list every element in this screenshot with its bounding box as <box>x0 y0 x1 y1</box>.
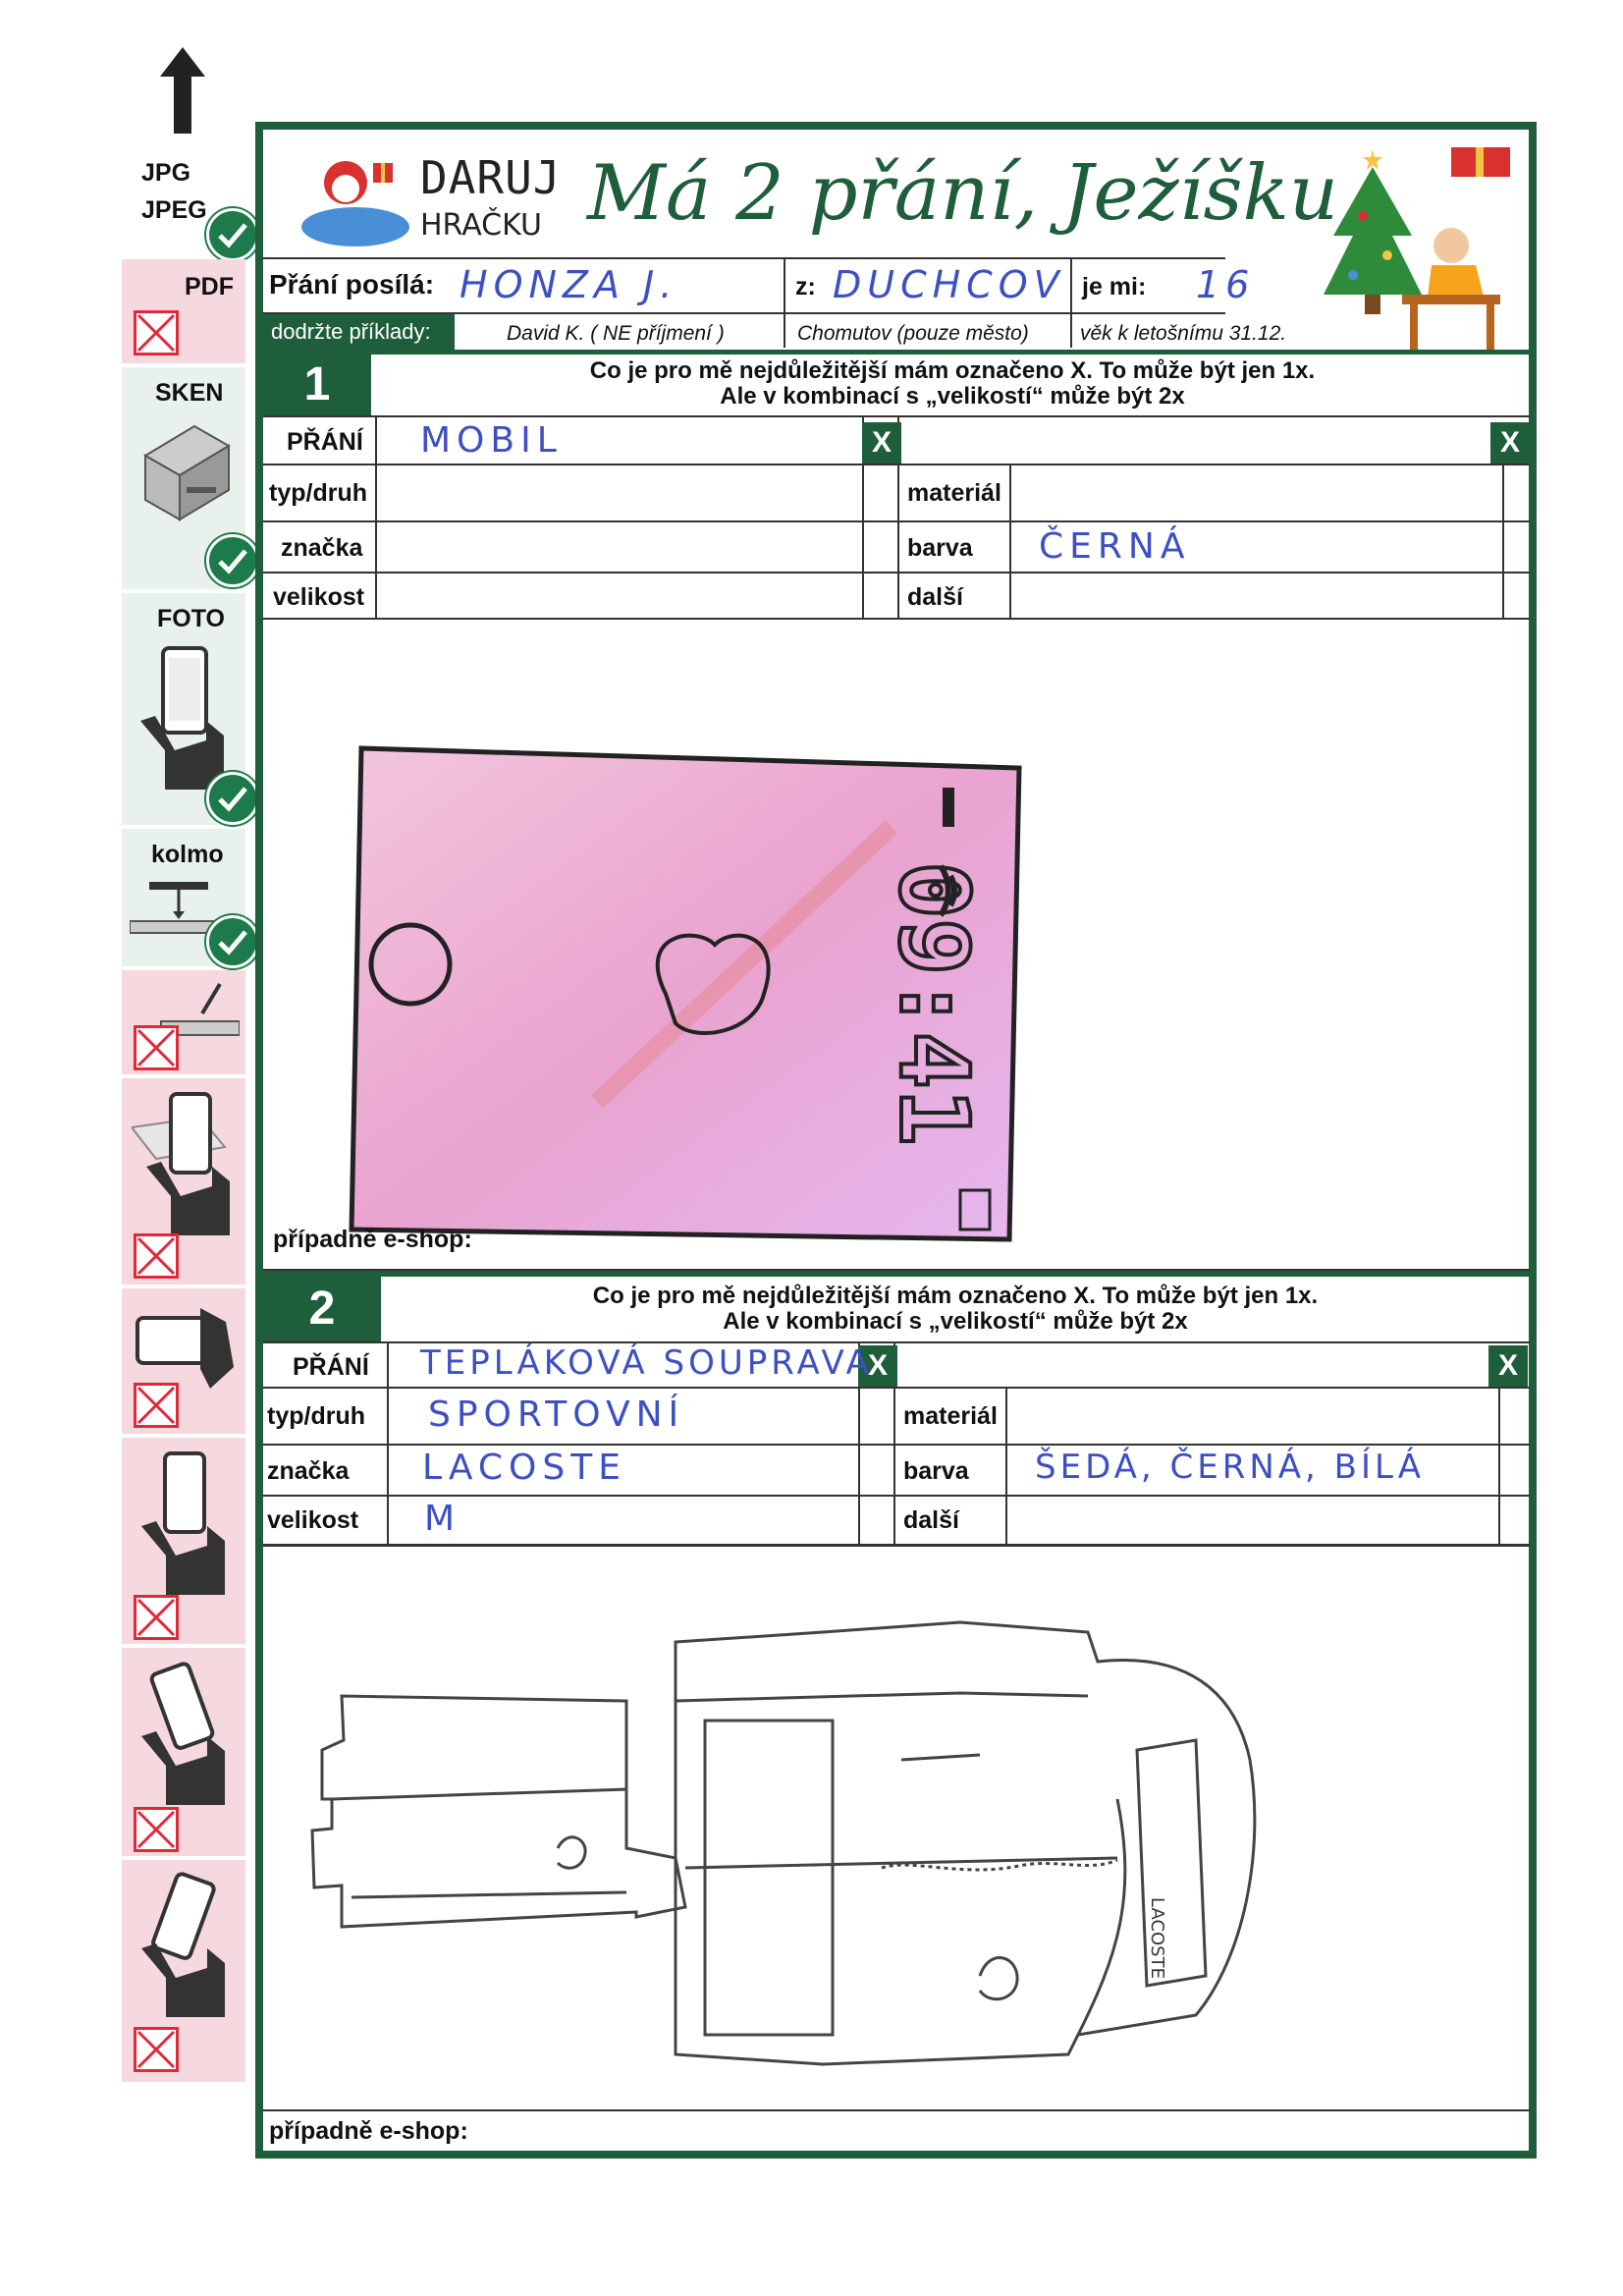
importance-x-mark[interactable]: X <box>1490 422 1530 464</box>
wish-note-line2: Ale v kombinací s „velikostí“ může být 2x <box>723 1308 1188 1335</box>
sidebar-pdf-block <box>122 259 245 363</box>
wish-label: PŘÁNÍ <box>287 428 363 456</box>
brand-label: značka <box>267 1457 350 1485</box>
perpendicular-label: kolmo <box>151 841 224 868</box>
cross-icon <box>134 1383 179 1428</box>
check-icon <box>206 915 259 968</box>
wish-label: PŘÁNÍ <box>293 1353 369 1381</box>
page-title: Má 2 přání, Ježíšku <box>587 149 1339 238</box>
importance-x-mark[interactable]: X <box>862 422 901 464</box>
phone-hand-icon <box>132 1088 240 1235</box>
examples-label: dodržte příklady: <box>271 319 431 344</box>
age-value[interactable]: 16 <box>1196 263 1256 306</box>
santa-logo-icon <box>297 143 414 251</box>
wish-form <box>255 122 1537 2159</box>
tilted-phone-hand-icon <box>132 1658 240 1805</box>
type-value[interactable]: SPORTOVNÍ <box>428 1394 685 1435</box>
landscape-phone-icon <box>132 1298 240 1396</box>
example-age: věk k letošnímu 31.12. <box>1080 322 1287 345</box>
cross-icon <box>134 1025 179 1070</box>
importance-x-mark[interactable]: X <box>1488 1345 1528 1387</box>
sender-value[interactable]: HONZA J. <box>460 263 678 306</box>
phone-hand-icon <box>135 642 234 790</box>
upload-arrow-icon <box>160 47 205 134</box>
sidebar-bad-photo-1 <box>122 1078 245 1285</box>
check-icon <box>206 772 259 825</box>
sidebar-photo-block <box>122 593 245 825</box>
jpeg-label: JPEG <box>141 196 207 224</box>
drawing-brand-tag: LACOSTE <box>1147 1897 1167 1979</box>
material-label: materiál <box>907 479 1001 507</box>
wish-value[interactable]: TEPLÁKOVÁ SOUPRAVA <box>420 1343 873 1383</box>
type-label: typ/druh <box>267 1402 365 1430</box>
photo-label: FOTO <box>157 605 225 632</box>
sidebar-bad-photo-5 <box>122 1860 245 2082</box>
wish-note-line1: Co je pro mě nejdůležitější mám označeno X. To může být jen 1x. <box>592 1283 1319 1309</box>
sidebar-bad-photo-4 <box>122 1648 245 1856</box>
check-icon <box>206 208 259 261</box>
logo-hracku: HRAČKU <box>420 208 542 243</box>
sidebar-bad-photo-2 <box>122 1288 245 1434</box>
tracksuit-drawing <box>273 1603 1520 2113</box>
color-value[interactable]: ŠEDÁ, ČERNÁ, BÍLÁ <box>1035 1448 1426 1487</box>
cross-icon <box>134 1807 179 1852</box>
scanner-icon <box>135 416 234 524</box>
cross-icon <box>134 310 179 355</box>
cross-icon <box>134 2027 179 2072</box>
phone-drawing <box>342 738 1186 1288</box>
check-icon <box>206 534 259 587</box>
from-value[interactable]: DUCHCOV <box>833 263 1065 306</box>
jpg-label: JPG <box>141 159 191 187</box>
cross-icon <box>134 1595 179 1640</box>
wish-value[interactable]: MOBIL <box>420 420 563 461</box>
type-label: typ/druh <box>269 479 367 507</box>
wish-note-line2: Ale v kombinací s „velikostí“ může být 2x <box>720 383 1185 410</box>
sidebar-jpg-block <box>122 147 245 255</box>
size-label: velikost <box>267 1506 359 1534</box>
from-label: z: <box>795 273 816 301</box>
color-label: barva <box>907 534 973 562</box>
sidebar-bad-angle-block <box>122 970 245 1074</box>
logo-daruj: DARUJ <box>420 151 562 204</box>
sidebar-perpendicular-block <box>122 829 245 966</box>
other-label: další <box>903 1506 959 1534</box>
pdf-label: PDF <box>185 273 234 301</box>
sidebar-scan-block <box>122 367 245 589</box>
phone-hand-icon <box>132 1448 240 1595</box>
color-value[interactable]: ČERNÁ <box>1039 526 1191 567</box>
cross-icon <box>134 1233 179 1279</box>
tilted-phone-hand-icon <box>132 1870 240 2017</box>
wish-number: 1 <box>263 355 371 415</box>
brand-value[interactable]: LACOSTE <box>422 1448 626 1488</box>
sender-label: Přání posílá: <box>269 269 435 300</box>
drawing-clock-text: 09:41 <box>879 861 989 1146</box>
christmas-tree-icon <box>1304 137 1530 363</box>
wish-note-line1: Co je pro mě nejdůležitější mám označeno X. To může být jen 1x. <box>589 357 1316 384</box>
eshop-label: případně e-shop: <box>273 1226 472 1253</box>
examples-label-box <box>263 314 455 350</box>
size-label: velikost <box>273 583 365 611</box>
size-value[interactable]: M <box>424 1499 461 1539</box>
material-label: materiál <box>903 1402 998 1430</box>
scan-label: SKEN <box>155 379 224 407</box>
other-label: další <box>907 583 963 611</box>
brand-label: značka <box>281 534 363 562</box>
example-city: Chomutov (pouze město) <box>797 322 1029 345</box>
eshop-label: případně e-shop: <box>269 2117 468 2145</box>
example-name: David K. ( NE příjmení ) <box>507 322 725 345</box>
color-label: barva <box>903 1457 969 1485</box>
importance-x-mark[interactable]: X <box>858 1345 897 1387</box>
sidebar-bad-photo-3 <box>122 1438 245 1644</box>
sidebar <box>122 147 245 2163</box>
age-label: je mi: <box>1082 273 1147 301</box>
wish-number: 2 <box>263 1277 381 1341</box>
